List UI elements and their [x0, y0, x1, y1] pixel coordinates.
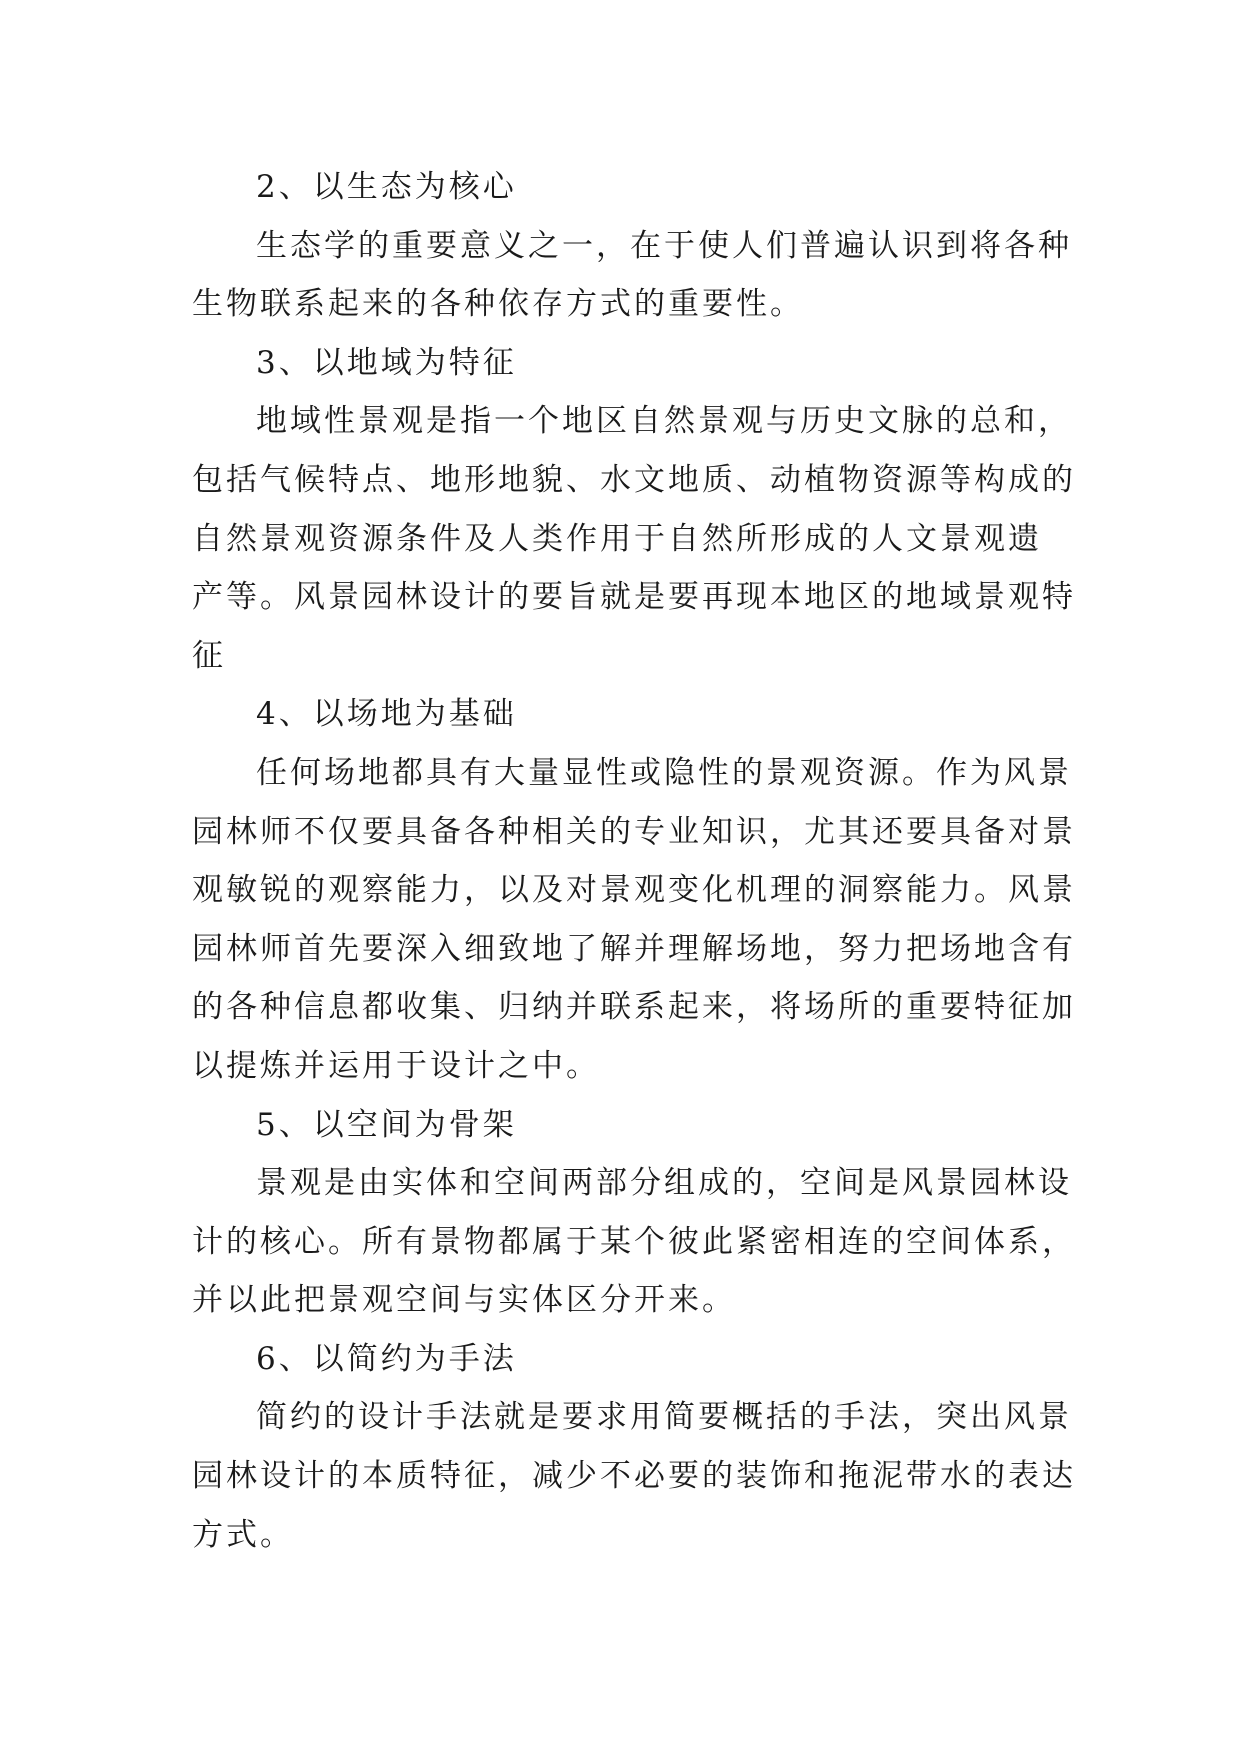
paragraph-line: 景观是由实体和空间两部分组成的，空间是风景园林设: [256, 1165, 1072, 1202]
paragraph-line: 生态学的重要意义之一，在于使人们普遍认识到将各种: [256, 227, 1072, 264]
paragraph-line: 产等。风景园林设计的要旨就是要再现本地区的地域景观特: [192, 579, 1076, 616]
paragraph-line: 并以此把景观空间与实体区分开来。: [192, 1282, 736, 1319]
paragraph-line: 观敏锐的观察能力，以及对景观变化机理的洞察能力。风景: [192, 872, 1076, 909]
heading-region: 3、以地域为特征: [256, 344, 517, 381]
document-body: [192, 158, 1076, 1564]
paragraph-line: 任何场地都具有大量显性或隐性的景观资源。作为风景: [256, 754, 1072, 791]
heading-ecology: 2、以生态为核心: [256, 169, 517, 205]
paragraph-line: 生物联系起来的各种依存方式的重要性。: [192, 286, 804, 323]
paragraph-line: 方式。: [192, 1516, 294, 1553]
paragraph-line: 以提炼并运用于设计之中。: [192, 1047, 600, 1084]
paragraph-line: 简约的设计手法就是要求用简要概括的手法，突出风景: [256, 1399, 1072, 1436]
heading-simplicity: 6、以简约为手法: [256, 1340, 517, 1377]
heading-site: 4、以场地为基础: [256, 696, 517, 733]
paragraph-line: 计的核心。所有景物都属于某个彼此紧密相连的空间体系，: [192, 1223, 1076, 1260]
paragraph-line: 征: [192, 637, 226, 674]
paragraph-line: 园林师首先要深入细致地了解并理解场地，努力把场地含有: [192, 930, 1076, 967]
paragraph-line: 园林设计的本质特征，减少不必要的装饰和拖泥带水的表达: [192, 1458, 1076, 1495]
paragraph-line: 自然景观资源条件及人类作用于自然所形成的人文景观遗: [192, 520, 1042, 557]
paragraph-line: 地域性景观是指一个地区自然景观与历史文脉的总和，: [256, 403, 1072, 440]
paragraph-line: 园林师不仅要具备各种相关的专业知识，尤其还要具备对景: [192, 813, 1076, 850]
paragraph-line: 的各种信息都收集、归纳并联系起来，将场所的重要特征加: [192, 989, 1076, 1026]
heading-space: 5、以空间为骨架: [256, 1106, 517, 1143]
paragraph-line: 包括气候特点、地形地貌、水文地质、动植物资源等构成的: [192, 461, 1076, 498]
